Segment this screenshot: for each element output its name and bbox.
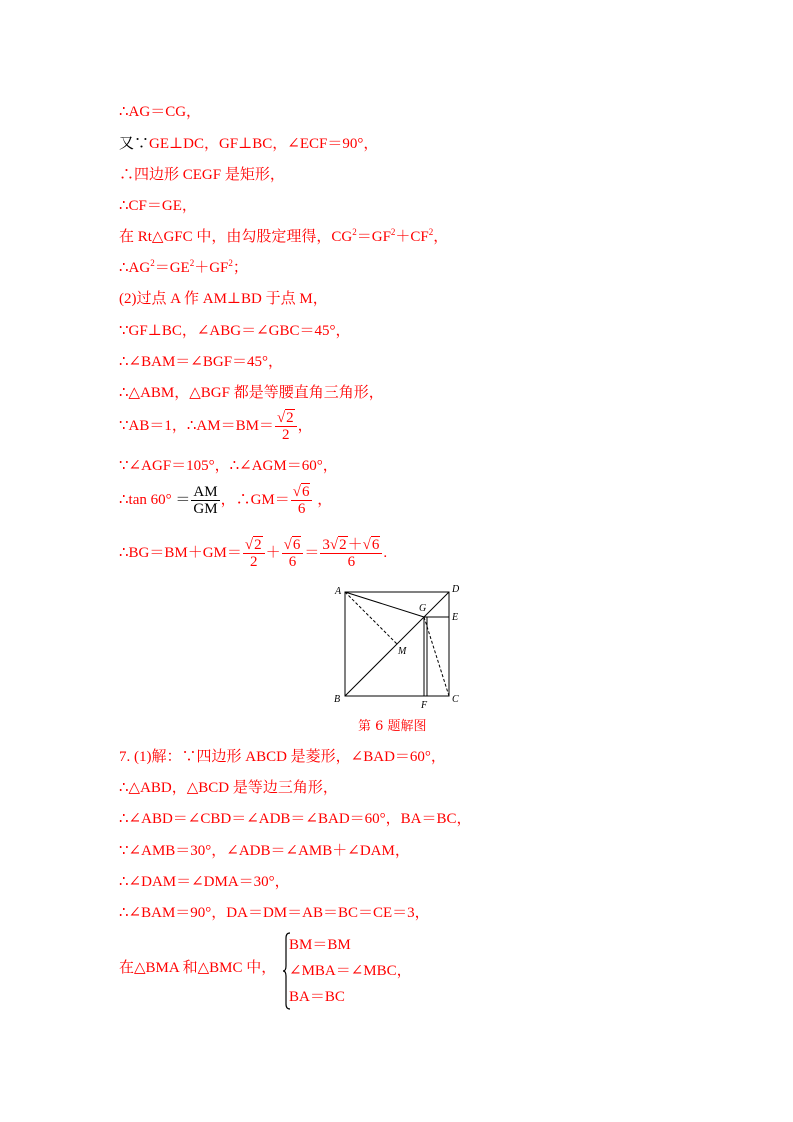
line-6 (119, 259, 248, 277)
line-17: ∴∠ABD＝∠CBD＝∠ADB＝∠BAD＝60°，BA＝BC， (119, 811, 472, 827)
line-19: ∴∠DAM＝∠DMA＝30°， (119, 874, 290, 890)
fraction-combined: $\frac{3√2+√6}{6}$ (320, 537, 382, 570)
line-10: ∴△ABM，△BGF 都是等腰直角三角形， (119, 385, 384, 401)
line-2 (119, 135, 378, 153)
line-3: ∴四边形 CEGF 是矩形， (119, 167, 285, 183)
figure-caption: 第 6 题解图 (358, 719, 427, 734)
system-row-2: ∠MBA＝∠MBC， (289, 963, 412, 979)
line-5 (119, 228, 448, 246)
fraction-sqrt2-over-2: $\frac{√2}{2}$ (275, 410, 297, 443)
line-13-pre: ∴tan 60° (119, 491, 172, 508)
line-11-post: ， (297, 417, 313, 434)
exp: 2 (428, 227, 434, 237)
line-11 (119, 410, 313, 443)
line-12: ∵∠AGF＝105°，∴∠AGM＝60°， (119, 458, 338, 474)
label-d: D (452, 584, 460, 595)
system-row-1: BM＝BM (289, 937, 351, 953)
label-b: B (334, 694, 341, 705)
line-11-pre: ∵AB＝1，∴AM＝BM＝ (119, 417, 274, 434)
fraction-sqrt2-over-2: $\frac{√2}{2}$ (243, 537, 265, 570)
line-7: (2)过点 A 作 AM⊥BD 于点 M， (119, 291, 328, 307)
line-13 (119, 484, 332, 517)
line-13-post: ， (317, 491, 333, 508)
equation-system (283, 932, 412, 1010)
line-6-p1: ∴AG (119, 260, 151, 276)
line-5-p4: ， (433, 229, 449, 245)
label-g: G (419, 603, 427, 614)
system-row-3: BA＝BC (289, 989, 345, 1005)
label-a: A (335, 586, 342, 597)
label-c: C (452, 694, 459, 705)
line-13-eq: ＝ (175, 491, 191, 508)
exp: 2 (228, 258, 233, 268)
line-1: ∴AG＝CG， (119, 104, 202, 120)
line-18: ∵∠AMB＝30°，∠ADB＝∠AMB＋∠DAM， (119, 843, 410, 859)
line-14 (119, 537, 387, 570)
exp: 2 (390, 227, 396, 237)
line-5-p2: ＝GF (356, 229, 391, 245)
label-f: F (421, 700, 428, 710)
line-5-p1: 在 Rt△GFC 中，由勾股定理得，CG (119, 229, 353, 245)
line-15: 7. (1)解：∵四边形 ABCD 是菱形，∠BAD＝60°， (119, 749, 446, 765)
line-8: ∵GF⊥BC，∠ABG＝∠GBC＝45°， (119, 323, 351, 339)
fraction-sqrt6-over-6: $\frac{√6}{6}$ (291, 484, 313, 517)
line-6-p2: ＝GE (154, 260, 190, 276)
fraction-am-over-gm: $\frac{AM}{GM}$ (193, 484, 218, 517)
exp: 2 (150, 258, 155, 268)
line-2-prefix: 又∵ (119, 136, 150, 152)
geometry-figure (330, 580, 465, 710)
line-21: 在△BMA 和△BMC 中， (119, 960, 277, 976)
fraction-sqrt6-over-6: $\frac{√6}{6}$ (282, 537, 304, 570)
label-m: M (398, 646, 407, 657)
sqrt: √6 (292, 484, 310, 500)
segment-gc-dashed (424, 617, 449, 696)
label-e: E (452, 612, 459, 623)
line-13-mid: ，∴GM＝ (220, 491, 290, 508)
line-6-p3: ＋GF (194, 260, 229, 276)
equals: ＝ (304, 544, 320, 561)
left-brace-icon (283, 932, 291, 1010)
plus: ＋ (265, 544, 281, 561)
line-2-body: GE⊥DC，GF⊥BC，∠ECF＝90°， (149, 136, 379, 152)
line-14-pre: ∴BG＝BM＋GM＝ (119, 544, 242, 561)
line-5-p3: ＋CF (395, 229, 429, 245)
exp: 2 (352, 227, 357, 237)
exp: 2 (189, 258, 195, 268)
line-20: ∴∠BAM＝90°，DA＝DM＝AB＝BC＝CE＝3， (119, 905, 430, 921)
line-16: ∴△ABD，△BCD 是等边三角形， (119, 780, 338, 796)
line-4: ∴CF＝GE， (119, 198, 197, 214)
sqrt: √2 (276, 410, 294, 426)
line-14-post: . (383, 544, 388, 561)
line-9: ∴∠BAM＝∠BGF＝45°， (119, 354, 284, 370)
line-6-p4: ； (232, 260, 248, 276)
